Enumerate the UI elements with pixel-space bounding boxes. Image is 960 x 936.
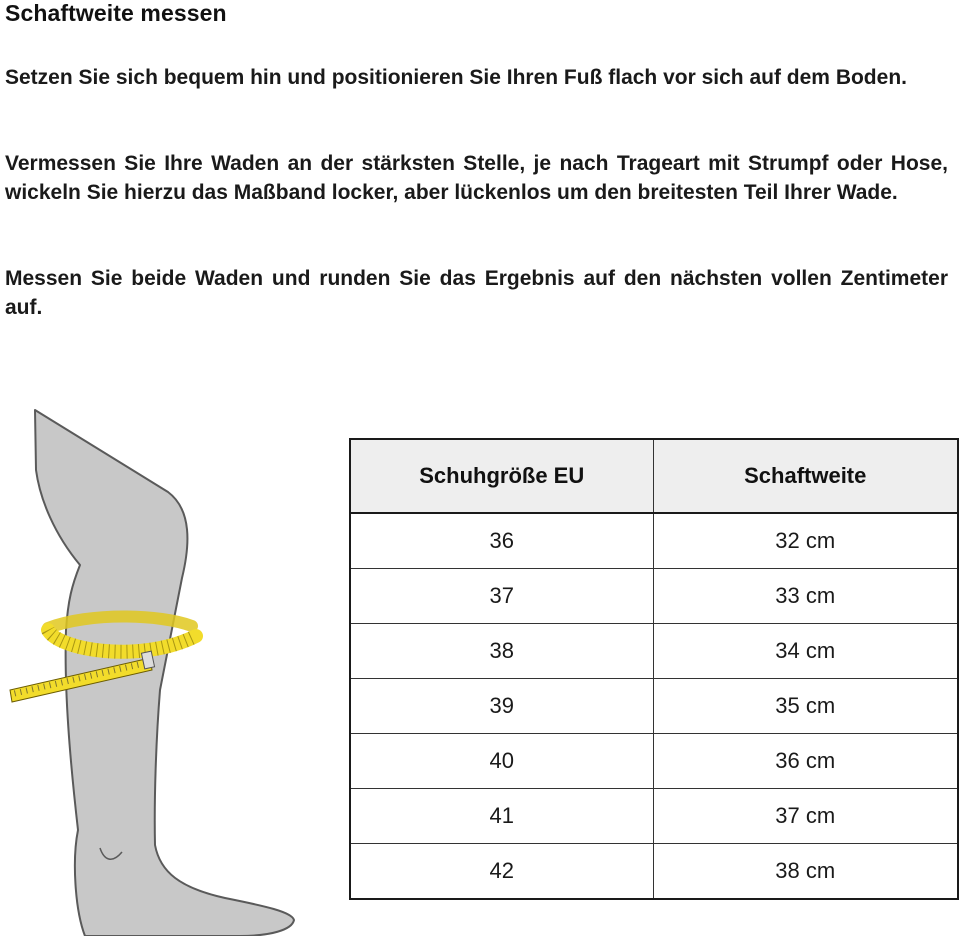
table-row	[350, 844, 958, 900]
shoe-size-cell: 37	[350, 569, 653, 624]
leg-measuring-illustration	[0, 400, 310, 936]
shaft-width-cell: 32 cm	[653, 513, 958, 569]
shoe-size-cell: 39	[350, 679, 653, 734]
shoe-size-cell: 38	[350, 624, 653, 679]
shaft-width-cell: 37 cm	[653, 789, 958, 844]
shaft-width-cell: 38 cm	[653, 844, 958, 900]
instruction-paragraph-1: Setzen Sie sich bequem hin und positionieren Sie Ihren Fuß flach vor sich auf dem Boden.	[5, 66, 907, 89]
shaft-width-cell: 35 cm	[653, 679, 958, 734]
shoe-size-cell: 40	[350, 734, 653, 789]
instruction-paragraph-3: Messen Sie beide Waden und runden Sie das Ergebnis auf den nächsten vollen Zentimeter auf.	[5, 267, 948, 319]
shoe-size-cell: 41	[350, 789, 653, 844]
shaft-width-cell: 34 cm	[653, 624, 958, 679]
header-shaft-width: Schaftweite	[653, 439, 958, 513]
shoe-size-cell: 36	[350, 513, 653, 569]
instruction-paragraph-2: Vermessen Sie Ihre Waden an der stärksten Stelle, je nach Trageart mit Strumpf oder Hose, wickeln Sie hierzu das Maßband locker, aber lückenlos um den breitesten Teil Ihrer Wade.	[5, 152, 948, 204]
size-table	[349, 438, 959, 900]
table-row	[350, 789, 958, 844]
leg-shape	[35, 410, 294, 936]
header-shoe-size: Schuhgröße EU	[350, 439, 653, 513]
table-row	[350, 679, 958, 734]
shaft-width-cell: 33 cm	[653, 569, 958, 624]
table-row	[350, 624, 958, 679]
table-row	[350, 513, 958, 569]
table-row	[350, 734, 958, 789]
shoe-size-cell: 42	[350, 844, 653, 900]
shaft-width-cell: 36 cm	[653, 734, 958, 789]
page-title: Schaftweite messen	[5, 0, 227, 26]
table-header-row	[350, 439, 958, 513]
table-row	[350, 569, 958, 624]
